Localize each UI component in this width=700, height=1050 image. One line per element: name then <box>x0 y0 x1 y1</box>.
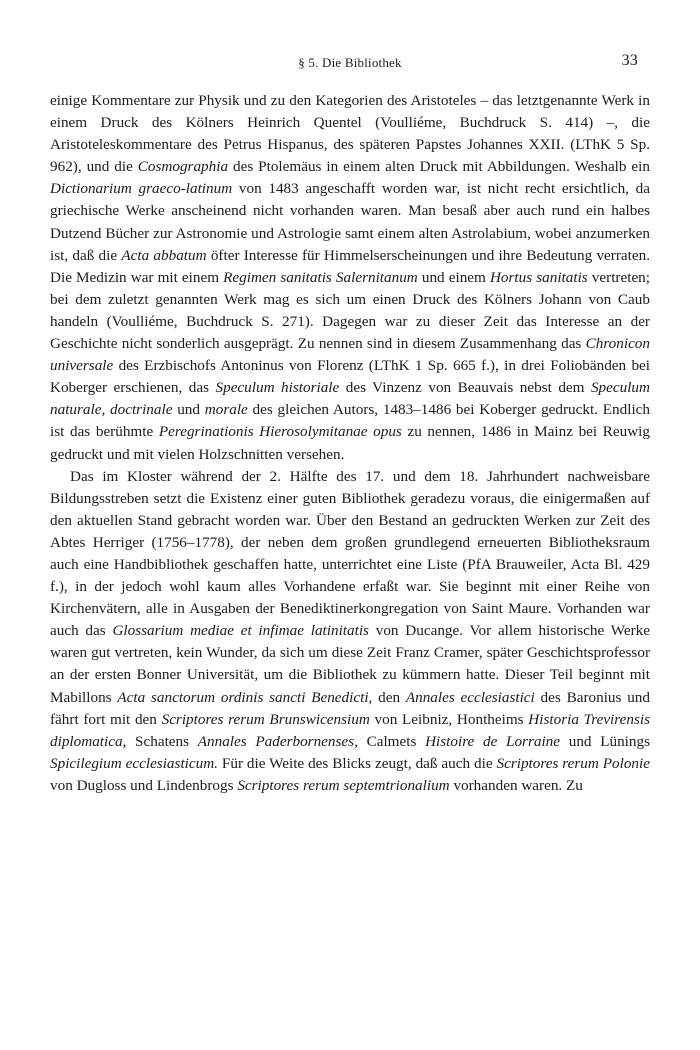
text-run: vorhanden waren. Zu <box>449 776 583 794</box>
paragraph-p1 <box>50 90 650 466</box>
italic-title: Historia Trevirensis diplomatica, <box>50 710 650 750</box>
italic-title: Regimen sanitatis Salernitanum <box>223 268 418 286</box>
text-run: von 1483 angeschafft worden war, ist nicht recht ersichtlich, da griechische Werke anscheinend nicht vorhanden waren. Man besaß aber auch rund ein halbes Dutzend Bücher zur Astronomie und Astrologie samt einem alten Astrolabium, wobei anzumerken ist, daß die <box>50 180 650 264</box>
text-run: Das im Kloster während der 2. Hälfte des 17. und dem 18. Jahrhundert nachweisbare Bildungsstreben setzt die Existenz einer guten Bibliothek geradezu voraus, die einigermaßen auf den aktuellen Stand gebracht worden war. Über den Bestand an gedruckten Werken zur Zeit des Abtes Herriger (1756–1778), der neben dem großen grundlegend erneuerten Bibliotheksraum auch eine Handbibliothek geschaffen hatte, unterrichtet eine Liste (PfA Brauweiler, Acta Bl. 429 f.), in der jedoch wohl kaum alles Vorhandene erfaßt war. Sie beginnt mit einer Reihe von Kirchenvätern, alle in Ausgaben der Benediktinerkongregation von Saint Maure. Vorhanden war auch das <box>50 467 650 640</box>
italic-title: Dictionarium graeco-latinum <box>50 180 233 198</box>
italic-title: Acta sanctorum ordinis sancti Benedicti, <box>117 688 373 706</box>
text-run: Calmets <box>357 732 426 750</box>
text-run: von Leibniz, Hontheims <box>369 710 529 728</box>
italic-title: Histoire de Lorraine <box>425 732 561 750</box>
text-run: des gleichen Autors, 1483–1486 bei Koberger gedruckt. Endlich ist das berühmte <box>50 401 650 441</box>
italic-title: Scriptores rerum septemtrionalium <box>237 776 450 794</box>
italic-title: Cosmographia <box>137 158 229 176</box>
italic-title: Speculum naturale, doctrinale <box>50 379 650 419</box>
text-run: des Ptolemäus in einem alten Druck mit Abbildungen. Weshalb ein <box>228 158 650 176</box>
italic-title: Scriptores rerum Brunswicensium <box>161 710 370 728</box>
text-run: und einem <box>417 268 490 286</box>
text-run: und <box>172 401 205 419</box>
running-head <box>50 52 650 76</box>
running-title: § 5. Die Bibliothek <box>298 55 402 70</box>
text-run: zu nennen, 1486 in Mainz bei Reuwig gedruckt und mit vielen Holzschnitten versehen. <box>50 423 650 463</box>
italic-title: Peregrinationis Hierosolymitanae opus <box>158 423 402 441</box>
page-number: 33 <box>621 52 638 69</box>
text-run: und Lünings <box>560 732 650 750</box>
text-run: vertreten; bei dem zuletzt genannten Werk mag es sich um einen Druck des Kölners Johann von Caub handeln (Voulliéme, Buchdruck S. 271). Dagegen war zu dieser Zeit das Interesse an der Geschichte nicht sonderlich ausgeprägt. Zu nennen sind in diesem Zusammenhang das <box>50 268 650 353</box>
text-run: des Baronius und fährt fort mit den <box>50 688 650 728</box>
italic-title: Spicilegium ecclesiasticum. <box>50 754 218 772</box>
italic-title: Glossarium mediae et infimae latinitatis <box>112 622 369 640</box>
text-run: öfter Interesse für Himmelserscheinungen und ihre Bedeutung verraten. Die Medizin war mit einem <box>50 246 650 286</box>
italic-title: Chronicon universale <box>50 335 650 375</box>
body-text <box>50 90 650 797</box>
text-run: von Ducange. Vor allem historische Werke waren gut vertreten, kein Wunder, da sich um diese Zeit Franz Cramer, später Geschichtsprofessor an der ersten Bonner Universität, um die Bibliothek zu kümmern hatte. Dieser Teil beginnt mit Mabillons <box>50 622 650 706</box>
text-run: den <box>372 688 406 706</box>
text-run: des Erzbischofs Antoninus von Florenz (LThK 1 Sp. 665 f.), in drei Foliobänden bei Koberger erschienen, das <box>50 357 650 397</box>
text-run: des Vinzenz von Beauvais nebst dem <box>339 379 591 397</box>
italic-title: morale <box>204 401 248 419</box>
italic-title: Speculum historiale <box>215 379 340 397</box>
text-run: von Dugloss und Lindenbrogs <box>50 776 238 794</box>
paragraph-p2 <box>50 466 650 797</box>
text-run: einige Kommentare zur Physik und zu den Kategorien des Aristoteles – das letztgenannte Werk in einem Druck des Kölners Heinrich Quentel (Voulliéme, Buchdruck S. 414) –, die Aristoteleskommentare des Petrus Hispanus, des späteren Papstes Johannes XXII. (LThK 5 Sp. 962), und die <box>50 92 650 176</box>
italic-title: Hortus sanitatis <box>489 268 588 286</box>
italic-title: Annales ecclesiastici <box>405 688 535 706</box>
text-run: Schatens <box>126 732 198 750</box>
book-page <box>50 52 650 797</box>
text-run: Für die Weite des Blicks zeugt, daß auch die <box>217 754 497 772</box>
italic-title: Scriptores rerum Polonie <box>496 754 650 772</box>
italic-title: Annales Paderbornenses, <box>197 732 358 750</box>
italic-title: Acta abbatum <box>121 246 207 264</box>
